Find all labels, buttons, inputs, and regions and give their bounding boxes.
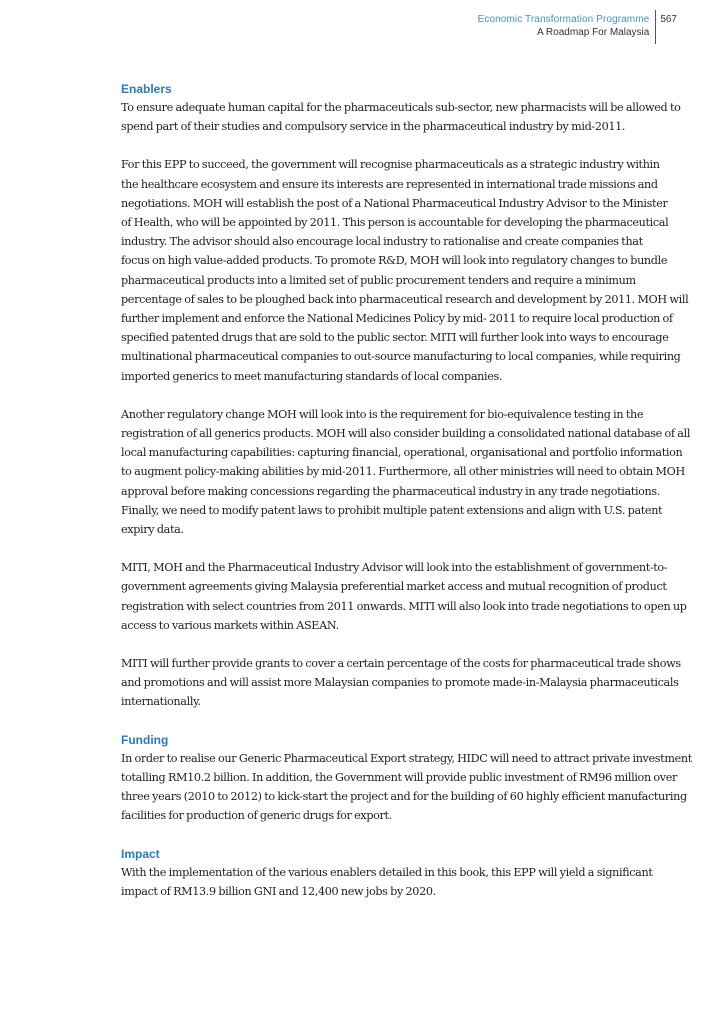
document-body xyxy=(121,80,692,920)
text-line: local manufacturing capabilities: capturing financial, operational, organisational and portfolio information xyxy=(121,446,683,460)
text-line: negotiations. MOH will establish the post of a National Pharmaceutical Industry Advisor to the Minister xyxy=(121,196,668,210)
page-header xyxy=(478,10,677,44)
enablers-paragraph-1 xyxy=(121,98,681,136)
text-line: spend part of their studies and compulsory service in the pharmaceutical industry by mid-2011. xyxy=(121,120,626,134)
text-line: government agreements giving Malaysia preferential market access and mutual recognition of product xyxy=(121,580,667,594)
text-line: totalling RM10.2 billion. In addition, the Government will provide public investment of RM96 million over xyxy=(121,770,678,784)
text-line: internationally. xyxy=(121,695,201,709)
section-heading-impact: Impact xyxy=(121,846,160,861)
page-number: 567 xyxy=(660,14,677,25)
text-line: percentage of sales to be ploughed back into pharmaceutical research and development by 2011. MOH will xyxy=(121,292,689,306)
text-line: With the implementation of the various enablers detailed in this book, this EPP will yield a significant xyxy=(121,865,653,879)
text-line: In order to realise our Generic Pharmaceutical Export strategy, HIDC will need to attract private investment xyxy=(121,751,692,765)
text-line: and promotions and will assist more Malaysian companies to promote made-in-Malaysia pharmaceuticals xyxy=(121,676,679,690)
text-line: Finally, we need to modify patent laws to prohibit multiple patent extensions and align with U.S. patent xyxy=(121,503,663,517)
text-line: of Health, who will be appointed by 2011. This person is accountable for developing the pharmaceutical xyxy=(121,216,669,230)
enablers-paragraph-5 xyxy=(121,654,681,712)
enablers-paragraph-3 xyxy=(121,405,691,539)
impact-paragraph-1 xyxy=(121,863,681,901)
text-line: registration with select countries from 2011 onwards. MITI will also look into trade negotiations to open up xyxy=(121,599,687,613)
section-heading-funding: Funding xyxy=(121,732,169,747)
text-line: access to various markets within ASEAN. xyxy=(121,618,339,632)
header-text xyxy=(478,10,656,39)
text-line: pharmaceutical products into a limited set of public procurement tenders and require a minimum xyxy=(121,273,636,287)
funding-paragraph-1 xyxy=(121,749,692,826)
text-line: Another regulatory change MOH will look into is the requirement for bio-equivalence testing in the xyxy=(121,407,644,421)
text-line: specified patented drugs that are sold to the public sector. MITI will further look into ways to encourage xyxy=(121,331,669,345)
text-line: industry. The advisor should also encourage local industry to rationalise and create companies that xyxy=(121,235,643,249)
text-line: approval before making concessions regarding the pharmaceutical industry in any trade negotiations. xyxy=(121,484,661,498)
text-line: For this EPP to succeed, the government will recognise pharmaceuticals as a strategic industry within xyxy=(121,158,660,172)
text-line: the healthcare ecosystem and ensure its interests are represented in international trade missions and xyxy=(121,177,658,191)
text-line: three years (2010 to 2012) to kick-start the project and for the building of 60 highly efficient manufacturing xyxy=(121,790,687,804)
text-line: to augment policy-making abilities by mid-2011. Furthermore, all other ministries will need to obtain MOH xyxy=(121,465,685,479)
text-line: further implement and enforce the National Medicines Policy by mid- 2011 to require local production of xyxy=(121,312,673,326)
text-line: multinational pharmaceutical companies to out-source manufacturing to local companies, while requiring xyxy=(121,350,681,364)
text-line: imported generics to meet manufacturing standards of local companies. xyxy=(121,369,503,383)
enablers-paragraph-4 xyxy=(121,558,687,635)
text-line: expiry data. xyxy=(121,523,184,537)
text-line: registration of all generics products. MOH will also consider building a consolidated national database of all xyxy=(121,427,691,441)
text-line: impact of RM13.9 billion GNI and 12,400 new jobs by 2020. xyxy=(121,884,436,898)
text-line: MITI will further provide grants to cover a certain percentage of the costs for pharmaceutical trade shows xyxy=(121,657,681,671)
enablers-paragraph-2 xyxy=(121,155,689,385)
publication-title: Economic Transformation Programme xyxy=(477,14,650,25)
text-line: To ensure adequate human capital for the pharmaceuticals sub-sector, new pharmacists will be allowed to xyxy=(121,101,681,114)
publication-subtitle: A Roadmap For Malaysia xyxy=(537,27,650,38)
text-line: facilities for production of generic drugs for export. xyxy=(121,809,392,823)
text-line: focus on high value-added products. To promote R&D, MOH will look into regulatory changes to bundle xyxy=(121,254,668,268)
text-line: MITI, MOH and the Pharmaceutical Industry Advisor will look into the establishment of government-to- xyxy=(121,561,668,575)
section-heading-enablers: Enablers xyxy=(121,82,172,96)
